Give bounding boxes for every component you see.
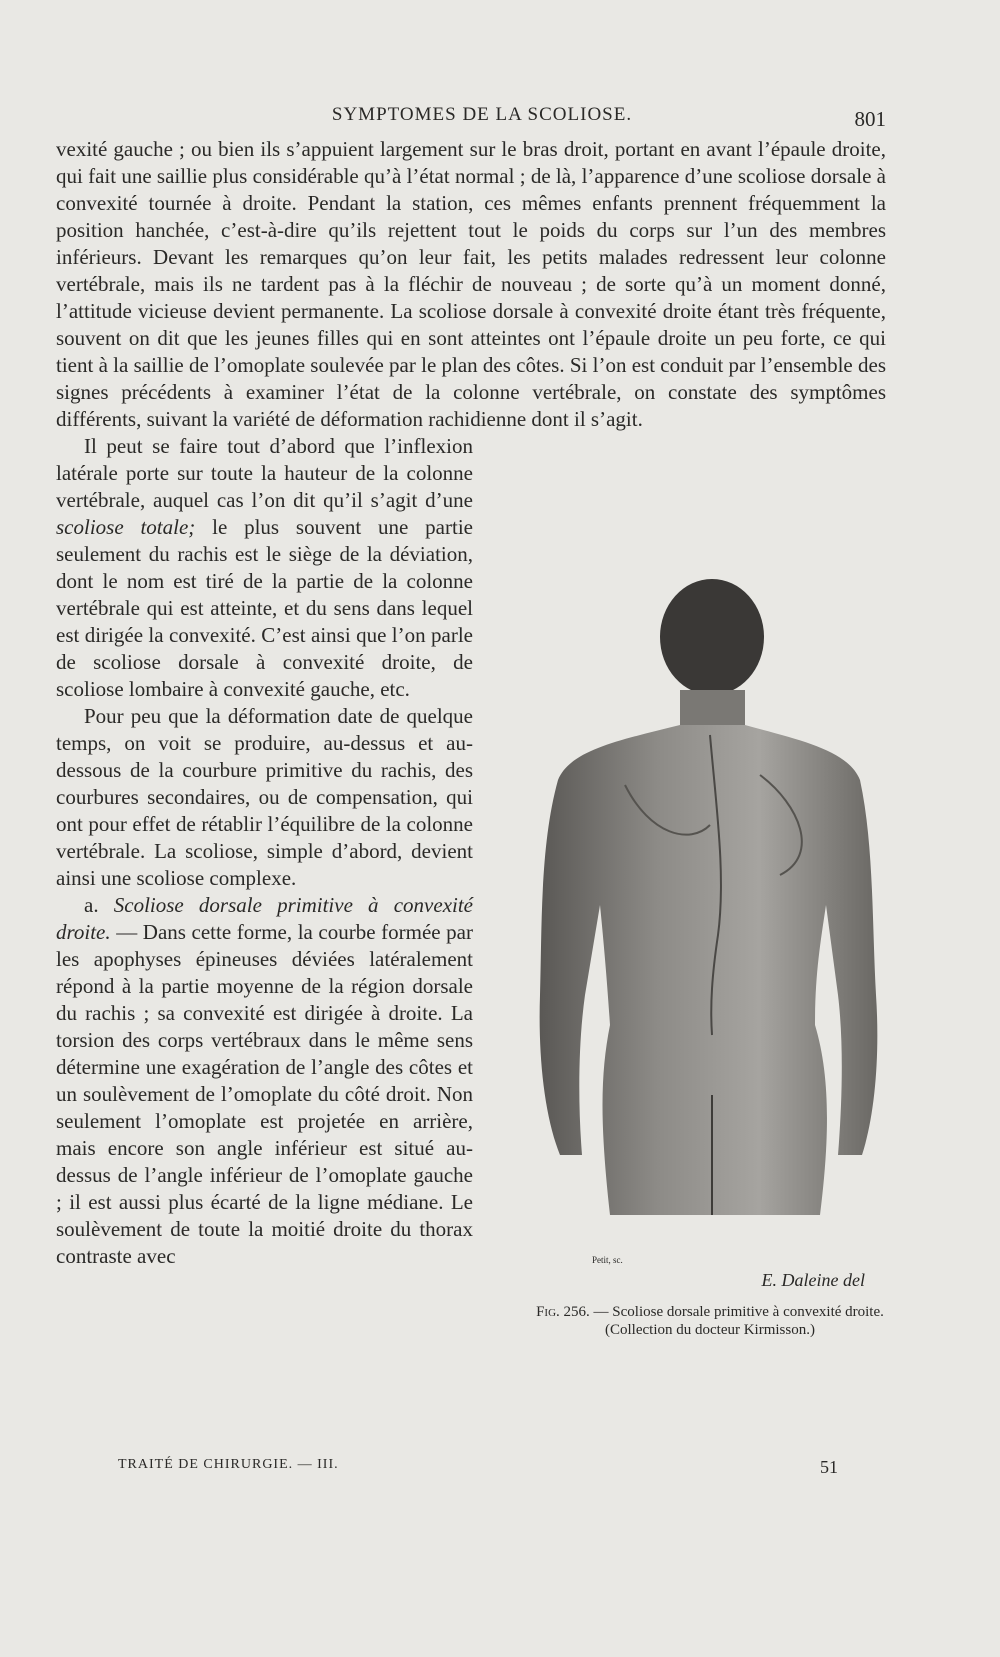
artist-signature: E. Daleine del bbox=[761, 1270, 865, 1290]
paragraph-4-text-b: — Dans cette forme, la courbe formée par les apophyses épineuses déviées latéralement répond à la partie moyenne de la région dorsale du rachis ; sa convexité est dirigée à droite. La torsion des corps vertébraux dans le même sens détermine une exagération de l’angle des côtes et un soulèvement de l’omoplate du côté droit. Non seulement l’omoplate est projetée en arrière, mais encore son angle inférieur est situé au-dessus de l’angle inférieur de l’omoplate gauche ; il est aussi plus écarté de la ligne médiane. Le soulèvement de toute la moitié droite du thorax contraste avec bbox=[56, 920, 473, 1268]
paragraph-4-text-a: a. bbox=[84, 893, 114, 917]
paragraph-4-emphasis: Scoliose dorsale primitive à convexité droite. bbox=[56, 893, 473, 944]
neck-shape bbox=[680, 690, 745, 725]
paragraph-2-emphasis: scoliose totale; bbox=[56, 515, 196, 539]
paragraph-2-text-a: Il peut se faire tout d’abord que l’inflexion latérale porte sur toute la hauteur de la colonne vertébrale, auquel cas l’on dit qu’il s’agit d’une bbox=[56, 434, 473, 512]
paragraph-3: Pour peu que la déformation date de quelque temps, on voit se produire, au-dessus et au-dessous de la courbure primitive du rachis, des courbures secondaires, ou de compensation, qui ont pour effet de rétablir l’équilibre de la colonne vertébrale. La scoliose, simple d’abord, devient ainsi une scoliose complexe. bbox=[56, 704, 473, 890]
engraver-mark: Petit, sc. bbox=[592, 1255, 623, 1265]
page-number: 801 bbox=[854, 107, 886, 131]
figure-256 bbox=[530, 575, 890, 1380]
figure-caption bbox=[530, 1303, 890, 1339]
footer-title: TRAITÉ DE CHIRURGIE. — III. bbox=[118, 1457, 339, 1472]
figure-illustration bbox=[530, 575, 890, 1275]
head-shape bbox=[660, 579, 764, 695]
signature-mark: 51 bbox=[820, 1457, 838, 1477]
figure-caption-text: — Scoliose dorsale primitive à convexité droite. bbox=[589, 1304, 884, 1320]
figure-number: Fig. 256. bbox=[536, 1304, 590, 1320]
page-footer bbox=[118, 1457, 838, 1485]
paragraph-1: vexité gauche ; ou bien ils s’appuient largement sur le bras droit, portant en avant l’épaule droite, qui fait une saillie plus considérable qu’à l’état normal ; de là, l’apparence d’une scoliose dorsale à convexité tournée à droite. Pendant la station, ces mêmes enfants prennent fréquemment la position hanchée, c’est-à-dire qu’ils rejettent tout le poids du corps sur l’un des membres inférieurs. Devant les remarques qu’on leur fait, les petits malades redressent leur colonne vertébrale, mais ils ne tardent pas à la fléchir de nouveau ; de sorte qu’à un moment donné, l’attitude vicieuse devient permanente. La scoliose dorsale à convexité droite étant très fréquente, souvent on dit que les jeunes filles qui en sont atteintes ont l’épaule droite un peu forte, ce qui tient à la saillie de l’omoplate soulevée par le plan des côtes. Si l’on est conduit par l’ensemble des signes précédents à examiner l’état de la colonne vertébrale, on constate des symptômes différents, suivant la variété de déformation rachidienne dont il s’agit. bbox=[56, 137, 886, 431]
page-header bbox=[72, 104, 892, 134]
running-title: SYMPTOMES DE LA SCOLIOSE. bbox=[331, 104, 633, 125]
figure-source: (Collection du docteur Kirmisson.) bbox=[605, 1322, 815, 1338]
paragraph-2-text-b: le plus souvent une partie seulement du rachis est le siège de la déviation, dont le nom est tiré de la partie de la colonne vertébrale qui est atteinte, et du sens dans lequel est dirigée la convexité. C’est ainsi que l’on parle de scoliose dorsale à convexité droite, de scoliose lombaire à convexité gauche, etc. bbox=[56, 515, 473, 701]
torso-shape bbox=[540, 725, 878, 1215]
